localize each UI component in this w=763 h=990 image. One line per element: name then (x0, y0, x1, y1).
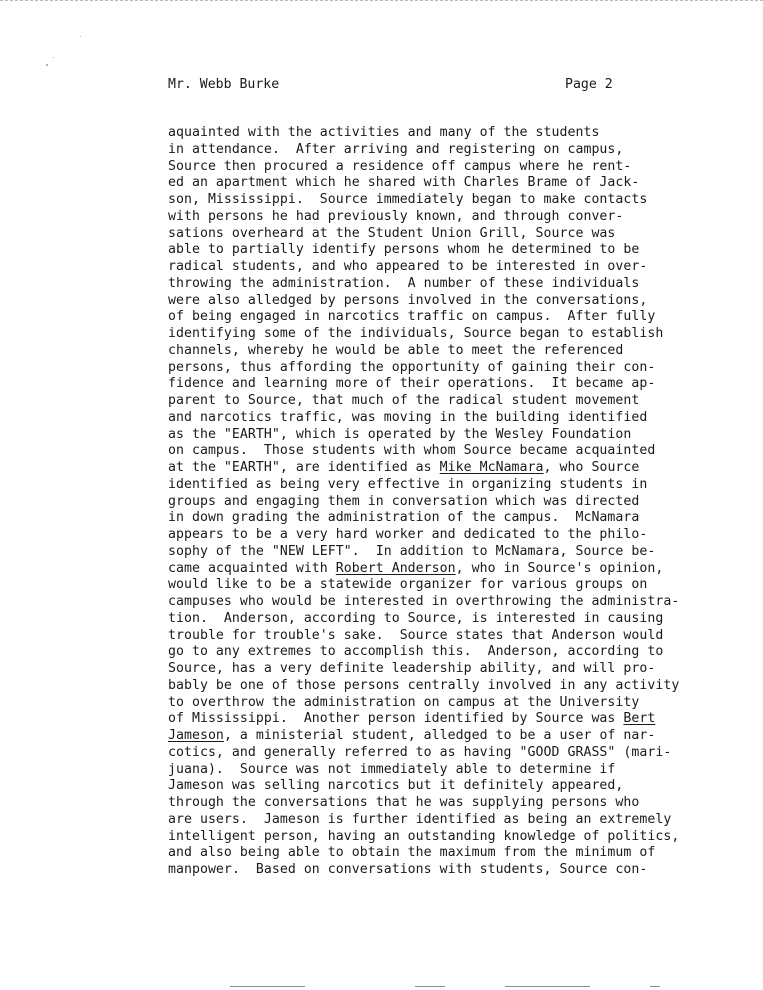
body-line (168, 561, 758, 578)
line-text: are users. Jameson is further identified as being an extremely (168, 811, 672, 827)
body-line (168, 460, 758, 477)
line-text: , a ministerial student, alledged to be a user of nar- (223, 728, 656, 743)
body-line (168, 293, 758, 310)
line-text: able to partially identify persons whom he determined to be (168, 242, 640, 258)
body-line (168, 745, 758, 762)
line-text: of being engaged in narcotics traffic on campus. After fully (168, 309, 656, 325)
addressee: Mr. Webb Burke (168, 77, 280, 92)
scan-speck (46, 64, 48, 66)
line-text: as the "EARTH", which is operated by the Wesley Foundation (168, 426, 632, 442)
line-text: ed an apartment which he shared with Charles Brame of Jack- (168, 175, 640, 191)
underlined-name: Mike McNamara (439, 460, 544, 475)
letter-body (168, 125, 758, 879)
scan-speck (80, 36, 81, 37)
body-line (168, 159, 758, 176)
line-text: son, Mississippi. Source immediately began to make contacts (168, 192, 648, 207)
body-line (168, 661, 758, 678)
line-text: of Mississippi. Another person identified by Source was (168, 711, 624, 727)
line-text: would like to be a statewide organizer for various groups on (168, 577, 648, 593)
body-line (168, 360, 758, 377)
underlined-name: Jameson (168, 728, 224, 743)
scan-top-edge (0, 0, 763, 1)
line-text: came acquainted with (168, 560, 336, 576)
line-text: throwing the administration. A number of these individuals (168, 275, 640, 291)
line-text: tion. Anderson, according to Source, is interested in causing (168, 610, 664, 626)
body-line (168, 728, 758, 745)
line-text: intelligent person, having an outstanding knowledge of politics, (168, 828, 680, 844)
line-text: and narcotics traffic, was moving in the building identified (168, 409, 648, 425)
body-line (168, 678, 758, 695)
line-text: on campus. Those students with whom Source became acquainted (168, 443, 656, 459)
page-number: Page 2 (565, 77, 613, 92)
body-line (168, 326, 758, 343)
scan-bottom-edge (0, 985, 763, 989)
line-text: with persons he had previously known, and through conver- (168, 208, 624, 224)
body-line (168, 795, 758, 812)
body-line (168, 376, 758, 393)
line-text: campuses who would be interested in overthrowing the administra- (168, 594, 680, 609)
body-line (168, 477, 758, 494)
body-line (168, 494, 758, 511)
line-text: Source then procured a residence off campus where he rent- (168, 158, 632, 174)
line-text: fidence and learning more of their operations. It became ap- (168, 376, 656, 392)
line-text: groups and engaging them in conversation which was directed (168, 493, 640, 509)
line-text: identifying some of the individuals, Source began to establish (168, 326, 664, 341)
body-line (168, 577, 758, 594)
body-line (168, 142, 758, 159)
body-line (168, 259, 758, 276)
line-text: Source, has a very definite leadership ability, and will pro- (168, 661, 656, 676)
line-text: , who in Source's opinion, (455, 560, 664, 576)
line-text: parent to Source, that much of the radical student movement (168, 393, 640, 408)
line-text: persons, thus affording the opportunity of gaining their con- (168, 359, 656, 375)
line-text: appears to be a very hard worker and dedicated to the philo- (168, 527, 648, 542)
line-text: in down grading the administration of the campus. McNamara (168, 510, 640, 526)
body-line (168, 242, 758, 259)
line-text: sophy of the "NEW LEFT". In addition to McNamara, Source be- (168, 543, 656, 559)
body-line (168, 812, 758, 829)
underlined-name: Bert (623, 711, 656, 727)
line-text: go to any extremes to accomplish this. Anderson, according to (168, 644, 664, 660)
line-text: in attendance. After arriving and registering on campus, (168, 141, 624, 157)
page-header (168, 76, 628, 94)
body-line (168, 443, 758, 460)
line-text: identified as being very effective in organizing students in (168, 476, 648, 492)
body-line (168, 309, 758, 326)
body-line (168, 427, 758, 444)
line-text: through the conversations that he was supplying persons who (168, 795, 640, 810)
body-line (168, 711, 758, 728)
body-line (168, 192, 758, 209)
line-text: were also alledged by persons involved in the conversations, (168, 292, 648, 308)
body-line (168, 410, 758, 427)
line-text: bably be one of those persons centrally involved in any activity (168, 677, 680, 693)
line-text: cotics, and generally referred to as having "GOOD GRASS" (mari- (168, 744, 672, 760)
line-text: to overthrow the administration on campus at the University (168, 694, 640, 710)
body-line (168, 845, 758, 862)
body-line (168, 829, 758, 846)
body-line (168, 125, 758, 142)
body-line (168, 393, 758, 410)
body-line (168, 510, 758, 527)
body-line (168, 778, 758, 795)
line-text: aquainted with the activities and many of the students (168, 125, 600, 140)
body-line (168, 226, 758, 243)
line-text: sations overheard at the Student Union Grill, Source was (168, 225, 616, 241)
scan-speck (53, 57, 54, 58)
line-text: and also being able to obtain the maximum from the minimum of (168, 845, 656, 861)
body-line (168, 175, 758, 192)
body-line (168, 762, 758, 779)
body-line (168, 276, 758, 293)
body-line (168, 611, 758, 628)
line-text: , who Source (543, 460, 640, 475)
body-line (168, 544, 758, 561)
underlined-name: Robert Anderson (335, 560, 456, 576)
line-text: trouble for trouble's sake. Source states that Anderson would (168, 627, 664, 643)
body-line (168, 209, 758, 226)
line-text: at the "EARTH", are identified as (168, 460, 440, 475)
body-line (168, 527, 758, 544)
line-text: radical students, and who appeared to be interested in over- (168, 259, 648, 274)
body-line (168, 628, 758, 645)
line-text: Jameson was selling narcotics but it definitely appeared, (168, 778, 624, 794)
body-line (168, 695, 758, 712)
body-line (168, 862, 758, 879)
line-text: channels, whereby he would be able to meet the referenced (168, 342, 624, 358)
line-text: manpower. Based on conversations with students, Source con- (168, 862, 648, 877)
body-line (168, 343, 758, 360)
body-line (168, 594, 758, 611)
line-text: juana). Source was not immediately able to determine if (168, 761, 616, 777)
body-line (168, 644, 758, 661)
